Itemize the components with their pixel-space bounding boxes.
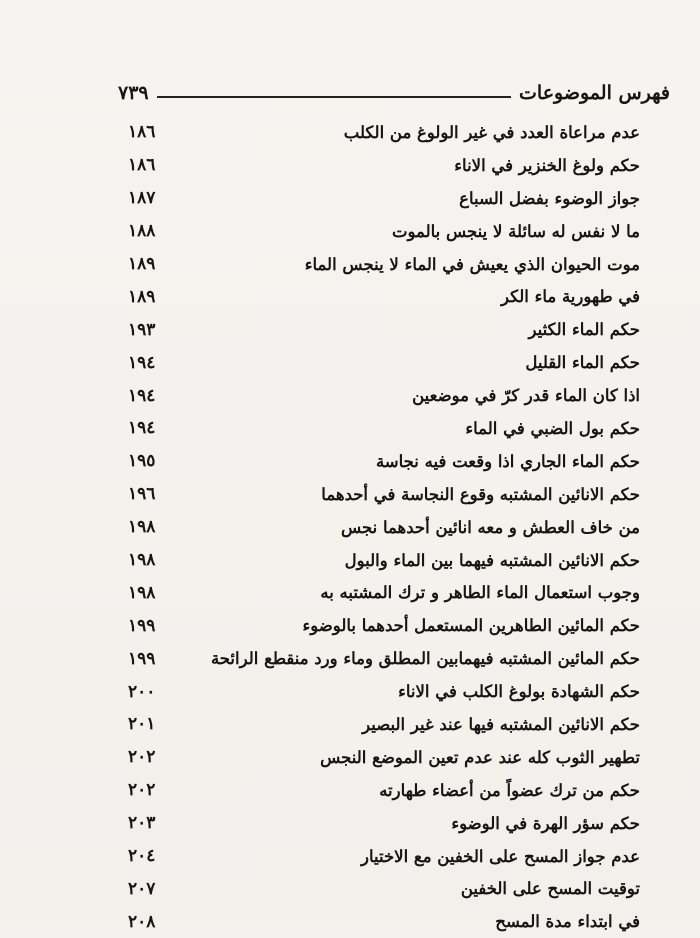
toc-entry-topic: جواز الوضوء بفضل السباع (459, 188, 640, 208)
toc-entry (128, 116, 640, 149)
toc-entry-topic: عدم جواز المسح على الخفين مع الاختيار (361, 846, 640, 866)
header-title: فهرس الموضوعات (519, 82, 670, 104)
toc-entry (128, 675, 640, 708)
toc-entry-page: ١٩٤ (128, 352, 156, 373)
toc-entry-page: ١٨٩ (128, 254, 156, 274)
toc-entry-page: ١٩٩ (128, 615, 156, 636)
toc-entry-page: ١٨٦ (128, 155, 156, 176)
toc-entry-page: ١٩٨ (128, 582, 156, 603)
toc-entry-page: ٢٠٢ (128, 747, 156, 768)
toc-entry (128, 774, 640, 807)
toc-entry (128, 741, 640, 774)
toc-entry-topic: وجوب استعمال الماء الطاهر و ترك المشتبه به (320, 583, 640, 603)
toc-entry (128, 412, 640, 445)
toc-entry (128, 576, 640, 609)
toc-entry (128, 544, 640, 577)
toc-entry-page: ١٩٤ (128, 418, 156, 439)
toc-entry-topic: حكم المائين الطاهرين المستعمل أحدهما بالوضوء (302, 616, 640, 636)
toc-entry-topic: حكم من ترك عضواً من أعضاء طهارته (379, 780, 640, 800)
toc-entry (128, 807, 640, 840)
toc-entry-topic: حكم الماء الجاري اذا وقعت فيه نجاسة (375, 451, 640, 471)
toc-entry-page: ١٨٩ (128, 286, 156, 307)
toc-entry-page: ٢٠٠ (128, 681, 156, 702)
running-header (118, 78, 670, 108)
toc-entry-page: ١٨٧ (128, 188, 156, 209)
toc-entry-topic: حكم الماء القليل (525, 353, 640, 373)
toc-entry (128, 313, 640, 346)
toc-entry-topic: من خاف العطش و معه انائين أحدهما نجس (340, 517, 640, 537)
toc-entry (128, 708, 640, 741)
toc-entry (128, 840, 640, 873)
toc-entry-topic: حكم الماء الكثير (528, 320, 640, 340)
toc-entry-topic: ما لا نفس له سائلة لا ينجس بالموت (392, 221, 640, 241)
toc-entry-page: ١٩٨ (128, 550, 156, 571)
toc-entry (128, 248, 640, 281)
toc-entry (128, 445, 640, 478)
toc-entry-topic: في طهورية ماء الكر (501, 287, 640, 307)
toc-entry-topic: اذا كان الماء قدر كرّ في موضعين (412, 386, 640, 406)
toc-entry-page: ١٩٦ (128, 484, 156, 505)
toc-entry (128, 872, 640, 905)
toc-entry-page: ٢٠٨ (128, 911, 156, 932)
toc-entry (128, 346, 640, 379)
toc-entry (128, 905, 640, 938)
toc-entry-page: ٢٠٣ (128, 813, 156, 834)
toc-entry (128, 215, 640, 248)
toc-entry (128, 379, 640, 412)
toc-entry-topic: في ابتداء مدة المسح (495, 912, 640, 932)
toc-entry-topic: توقيت المسح على الخفين (460, 879, 640, 899)
toc-entry-topic: حكم المائين المشتبه فيهمابين المطلق وماء ورد منقطع الرائحة (210, 649, 640, 669)
toc-entry-page: ٢٠١ (128, 714, 156, 735)
toc-entry (128, 478, 640, 511)
toc-entry (128, 280, 640, 313)
header-page-number: ٧٣٩ (118, 82, 149, 104)
toc-entry-page: ٢٠٧ (128, 878, 156, 899)
toc-entry-page: ١٨٨ (128, 221, 156, 242)
toc-entry-page: ١٨٦ (128, 122, 156, 143)
toc-entry-page: ٢٠٤ (128, 846, 156, 867)
table-of-contents (128, 116, 640, 938)
header-rule (157, 96, 511, 98)
toc-entry-topic: حكم بول الضبي في الماء (465, 418, 640, 438)
toc-entry-page: ١٩٤ (128, 385, 156, 406)
toc-entry-page: ٢٠٢ (128, 780, 156, 801)
toc-entry-page: ١٩٥ (128, 451, 156, 472)
toc-entry (128, 609, 640, 642)
toc-entry-topic: عدم مراعاة العدد في غير الولوغ من الكلب (343, 122, 640, 142)
toc-entry (128, 182, 640, 215)
toc-entry (128, 511, 640, 544)
toc-entry-topic: حكم الانائين المشتبه فيها عند غير البصير (362, 714, 640, 734)
toc-entry (128, 149, 640, 182)
toc-entry-topic: تطهير الثوب كله عند عدم تعين الموضع النجس (320, 747, 640, 767)
toc-entry-topic: حكم الانائين المشتبه وقوع النجاسة في أحدهما (321, 484, 640, 504)
toc-entry-page: ١٩٣ (128, 319, 156, 340)
toc-entry-topic: حكم الشهادة بولوغ الكلب في الاناء (398, 682, 640, 702)
toc-entry-topic: حكم سؤر الهرة في الوضوء (451, 813, 640, 833)
toc-entry-page: ١٩٩ (128, 648, 156, 669)
toc-entry-topic: موت الحيوان الذي يعيش في الماء لا ينجس الماء (304, 254, 640, 274)
toc-entry-topic: حكم الانائين المشتبه فيهما بين الماء والبول (344, 550, 640, 570)
toc-entry-page: ١٩٨ (128, 517, 156, 538)
toc-entry-topic: حكم ولوغ الخنزير في الاناء (454, 155, 640, 175)
toc-entry (128, 642, 640, 675)
